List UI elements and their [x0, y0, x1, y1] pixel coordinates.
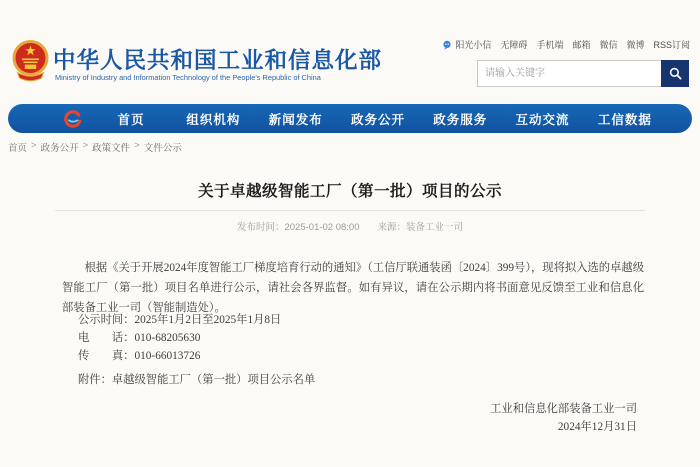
- contact-fax: 传 真：010-66013726: [78, 350, 201, 362]
- quick-link-weibo[interactable]: [626, 38, 644, 51]
- breadcrumb-separator: >: [82, 140, 89, 151]
- article-paragraph: 根据《关于开展2024年度智能工厂梯度培育行动的通知》（工信厅联通装函〔2024〕399号），现将拟入选的卓越级智能工厂（第一批）项目名单进行公示，请社会各界监督。如有异议，请在公示期内将书面意见反馈至工业和信息化部装备工业一司（智能制造处）。: [62, 262, 644, 314]
- search-button[interactable]: [661, 60, 689, 87]
- nav-item-news[interactable]: 新闻发布: [268, 112, 323, 127]
- signature-department: 工业和信息化部装备工业一司: [490, 403, 637, 415]
- title-divider: [55, 210, 645, 211]
- national-emblem-icon: [12, 39, 49, 84]
- nav-item-home[interactable]: 首页: [117, 112, 145, 127]
- nav-item-interaction[interactable]: 互动交流: [515, 112, 570, 127]
- quick-link-rss[interactable]: [653, 38, 690, 51]
- ministry-title: 中华人民共和国工业和信息化部: [53, 48, 383, 73]
- quick-link-label: 微信: [599, 40, 618, 50]
- nav-item-gov-disclosure[interactable]: 政务公开: [350, 112, 405, 127]
- breadcrumb: [8, 140, 182, 154]
- chat-assistant-icon: [442, 40, 452, 50]
- quick-link-label: 手机端: [536, 40, 564, 50]
- publish-time: 发布时间：2025-01-02 08:00: [236, 222, 360, 233]
- quick-link-sunshine[interactable]: [442, 38, 491, 51]
- quick-link-label: 阳光小信: [455, 40, 492, 50]
- breadcrumb-separator: >: [134, 140, 140, 151]
- miit-logo-icon: [64, 110, 82, 128]
- main-nav: [8, 104, 692, 133]
- article-source: 来源：装备工业一司: [377, 222, 464, 233]
- quick-link-mobile[interactable]: [536, 38, 563, 51]
- header-quick-links: [442, 38, 690, 51]
- article-title: 关于卓越级智能工厂（第一批）项目的公示: [197, 183, 502, 200]
- search-bar: [477, 60, 689, 87]
- quick-link-label: 无障碍: [500, 40, 528, 50]
- quick-link-label: 邮箱: [572, 40, 591, 50]
- breadcrumb-policy-documents[interactable]: 政策文件: [92, 143, 131, 154]
- quick-link-wechat[interactable]: [599, 38, 617, 51]
- quick-link-label: RSS订阅: [653, 40, 690, 50]
- breadcrumb-home[interactable]: 首页: [8, 143, 28, 154]
- quick-link-mail[interactable]: [572, 38, 590, 51]
- nav-item-gov-services[interactable]: 政务服务: [433, 112, 488, 127]
- notice-period: 公示时间：2025年1月2日至2025年1月8日: [78, 314, 282, 326]
- signature-date: 2024年12月31日: [557, 421, 637, 433]
- quick-link-accessibility[interactable]: [500, 38, 527, 51]
- attachment-link[interactable]: 附件：卓越级智能工厂（第一批）项目公示名单: [78, 374, 316, 386]
- article-meta: [0, 219, 700, 233]
- breadcrumb-gov-disclosure[interactable]: 政务公开: [40, 143, 79, 154]
- quick-link-label: 微博: [626, 40, 645, 50]
- nav-item-organization[interactable]: 组织机构: [186, 112, 241, 127]
- nav-item-miit-data[interactable]: 工信数据: [597, 112, 652, 127]
- contact-phone: 电 话：010-68205630: [78, 332, 201, 344]
- breadcrumb-document-publicity[interactable]: 文件公示: [143, 143, 182, 154]
- search-icon: [669, 67, 682, 80]
- breadcrumb-separator: >: [31, 140, 37, 151]
- ministry-title-english: Ministry of Industry and Information Technology of the People's Republic of China: [55, 73, 321, 82]
- search-input[interactable]: [477, 60, 661, 87]
